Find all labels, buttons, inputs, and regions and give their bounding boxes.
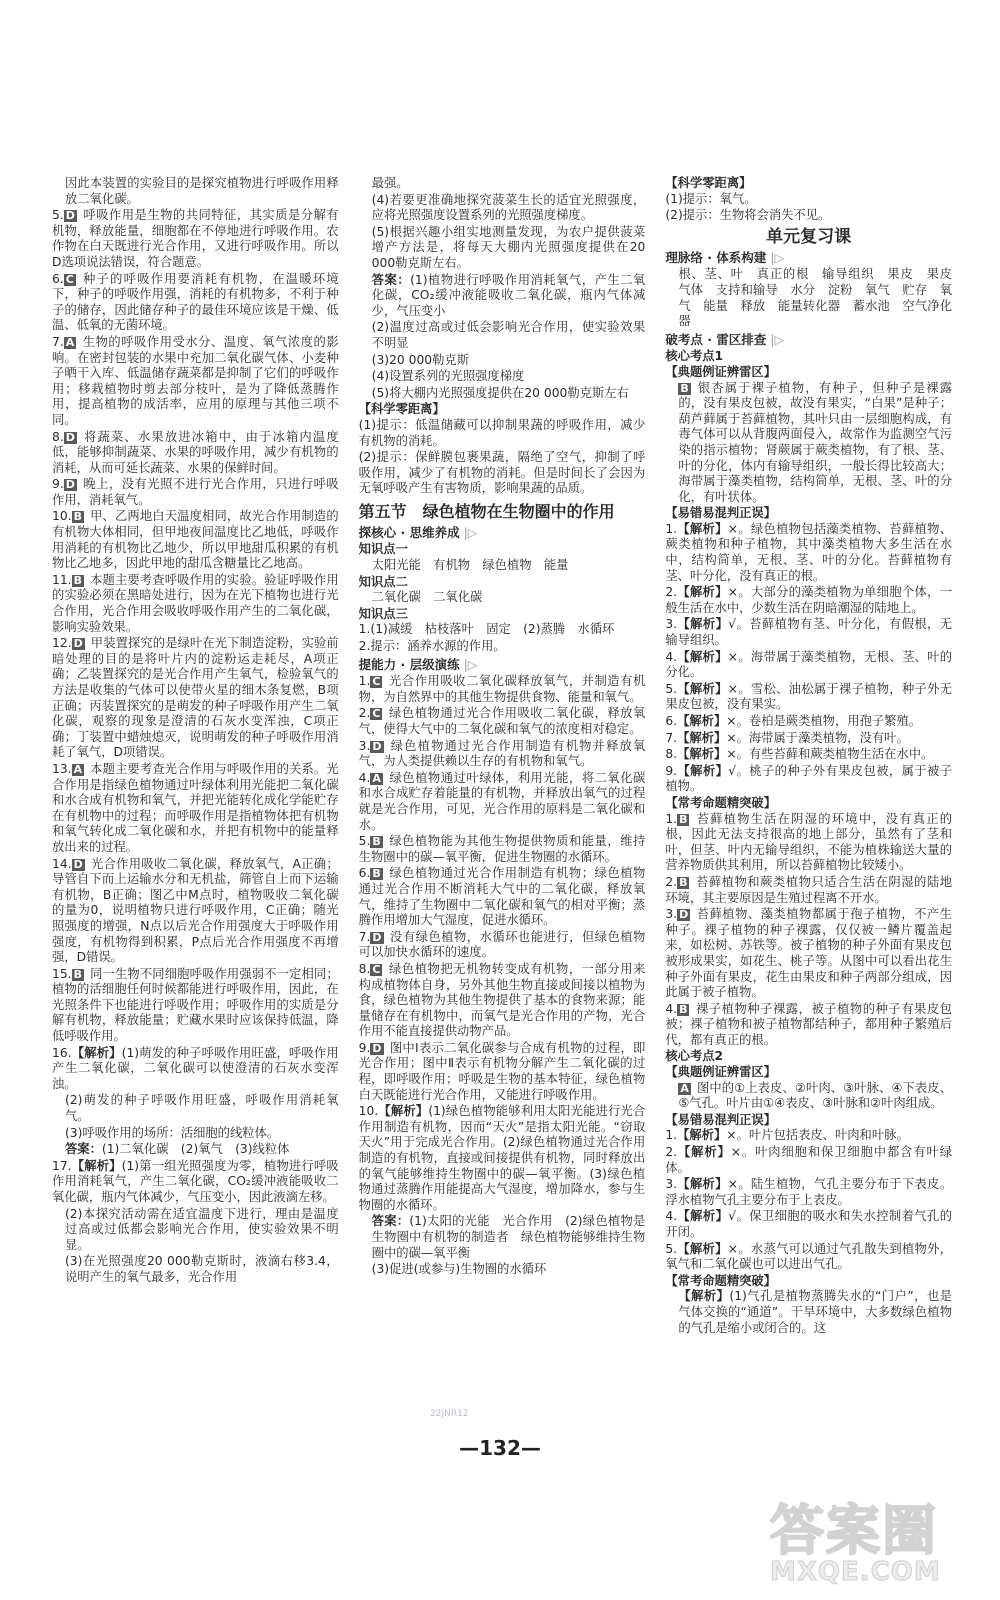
answer-choice-badge: A <box>65 335 75 349</box>
item-number: 12. <box>52 636 72 651</box>
item-text: 生物的呼吸作用受水分、温度、氧气浓度的影响。在密封包装的水果中充加二氧化碳气体、小麦种子晒干入库、低温储存蔬菜都是抑制了它们的呼吸作用；移栽植物时剪去部分枝叶，是为了降低蒸腾作用，提高植物的成活率，应用的原理与其他三项不同。 <box>52 334 339 427</box>
section-header <box>665 250 952 266</box>
section-arrow-icon: |▷ <box>459 656 478 672</box>
analysis-tag: 【解析】 <box>677 617 729 632</box>
answer-choice-badge: C <box>372 962 381 976</box>
answer-item <box>359 418 646 449</box>
answer-choice-badge: D <box>372 930 382 944</box>
answer-item <box>665 714 952 730</box>
bracket-heading: 【典题例证辨雷区】 <box>665 1065 777 1080</box>
item-text: (3)20 000勒克斯 <box>371 352 470 367</box>
answer-item <box>665 747 952 763</box>
answer-item <box>52 335 339 429</box>
answer-item <box>359 225 646 272</box>
answer-item <box>52 1126 339 1142</box>
item-text: ×。绿色植物包括藻类植物、苔藓植物、蕨类植物和种子植物，其中藻类植物大多生活在水中，结构简单，无根、茎、叶的分化。苔藓植物有茎、叶分化，没有真正的根。 <box>665 521 953 583</box>
item-text: 1.(1)减缓 枯枝落叶 固定 (2)蒸腾 水循环 <box>358 622 615 637</box>
footer-code: 22JNR12 <box>430 1409 469 1419</box>
bracket-heading: 【常考命题精突破】 <box>665 795 777 810</box>
answer-item <box>665 208 952 224</box>
answer-choice-badge: B <box>679 875 688 889</box>
item-text: 将蔬菜、水果放进冰箱中，由于冰箱内温度低，能够抑制蔬菜、水果的呼吸作用，减少有机物的消耗，从而可延长蔬菜、水果的保鲜时间。 <box>52 429 339 475</box>
answer-item <box>359 771 646 833</box>
answer-item <box>359 962 646 1040</box>
answer-item <box>359 369 646 385</box>
item-number: 8. <box>52 429 64 444</box>
item-text: 太阳光能 有机物 绿色植物 能量 <box>371 558 569 573</box>
item-number: 13. <box>52 761 72 776</box>
item-number: 3. <box>665 907 678 922</box>
answer-item <box>665 1081 952 1112</box>
answer-label: 答案： <box>371 272 411 287</box>
analysis-tag: 【解析】 <box>677 1177 728 1192</box>
answer-item <box>665 682 952 713</box>
bracket-heading: 【易错易混判正误】 <box>665 1112 777 1127</box>
answer-item <box>665 585 952 616</box>
answer-item <box>665 1128 952 1144</box>
item-number: 7. <box>52 334 64 349</box>
item-text: 光合作用吸收二氧化碳，释放氧气，A正确；导管自下而上运输水分和无机盐，筛管自上而下运输有机物，B正确；图乙中M点时，植物吸收二氧化碳的量为0，说明植物只进行呼吸作用，C正确；随光照强度的增强，N点以后光合作用强度大于呼吸作用强度，有机物得到积累，P点后光合作用强度不再增强，D错误。 <box>52 856 339 965</box>
section-arrow-icon: |▷ <box>766 249 785 265</box>
section-header <box>359 525 646 541</box>
item-text: 本题主要考查光合作用与呼吸作用的关系。光合作用是指绿色植物通过叶绿体利用光能把二氧化碳和水合成有机物和氧气，并把光能转化成化学能贮存在有机物中的过程；而呼吸作用是指植物体把有机物和氧气转化成二氧化碳和水，并把有机物中的能量释放出来的过程。 <box>52 761 339 854</box>
answer-item <box>52 176 339 207</box>
answer-choice-badge: C <box>372 675 381 689</box>
watermark-text: 答案圈 <box>770 1499 938 1562</box>
answer-item <box>52 967 339 1045</box>
answer-choice-badge: B <box>372 867 381 881</box>
answer-item <box>665 764 952 795</box>
item-number: 10. <box>358 1104 379 1119</box>
answer-item <box>52 430 339 477</box>
answer-choice-badge: C <box>372 707 381 721</box>
answer-item <box>665 1177 952 1208</box>
answer-item <box>665 192 952 208</box>
answer-choice-badge: D <box>65 209 75 223</box>
answer-choice-badge: A <box>372 771 381 785</box>
answer-choice-badge: C <box>65 272 74 286</box>
item-number: 17. <box>52 1158 72 1173</box>
item-text: ×。水蒸气可以通过气孔散失到植物外，氧气和二氧化碳也可以进出气孔。 <box>665 1241 952 1272</box>
answer-item <box>359 273 646 320</box>
analysis-tag: 【解析】 <box>677 585 728 600</box>
answer-item <box>52 1254 339 1285</box>
item-number: 2. <box>358 706 371 721</box>
item-number: 9. <box>358 1040 371 1055</box>
item-number: 16. <box>52 1045 72 1060</box>
knowledge-point-heading: 核心考点2 <box>665 1049 724 1064</box>
answer-item <box>52 477 339 508</box>
answer-choice-badge: A <box>73 762 83 776</box>
item-text: 同一生物不同细胞呼吸作用强弱不一定相同；植物的活细胞任何时候都能进行呼吸作用，因此，在光照条件下也能进行呼吸作用；呼吸作用的实质是分解有机物，释放能量；贮藏水果时应该保持低温，降低呼吸作用。 <box>52 966 339 1044</box>
answer-choice-badge: D <box>679 908 689 922</box>
item-text: 绿色植物通过光合作用吸收二氧化碳，释放氧气，使得大气中的二氧化碳和氧气的浓度相对稳定。 <box>358 706 646 736</box>
item-text: (5)根据兴趣小组实地测量发现，为农户提供菠菜增产方法是，将每天大棚内光照强度提供在20 000勒克斯左右。 <box>371 224 646 270</box>
item-number: 5. <box>665 1241 678 1256</box>
answer-item <box>665 907 952 1001</box>
item-text: (5)将大棚内光照强度提供在20 000勒克斯左右 <box>371 385 629 400</box>
answer-item <box>359 1104 646 1213</box>
answer-item <box>665 731 952 747</box>
answer-item <box>359 639 646 655</box>
item-number: 11. <box>52 572 72 587</box>
item-text: 苔藓植物、藻类植物都属于孢子植物，不产生种子。裸子植物的种子裸露，仅仅被一鳞片覆盖起来，如松树、苏铁等。被子植物的种子外面有果皮包被形成果实，如花生、桃子等。从图中可以看出花生种子外面有果皮，花生由果皮和种子两部分组成，因此属于被子植物。 <box>665 907 953 1000</box>
item-text: 本题主要考查呼吸作用的实验。验证呼吸作用的实验必须在黑暗处进行，因为在光下植物也进行光合作用，光合作用会吸收呼吸作用产生的二氧化碳，影响实验效果。 <box>52 572 339 634</box>
answer-item <box>359 1214 646 1261</box>
answer-item <box>359 320 646 351</box>
analysis-tag: 【解析】 <box>677 521 728 536</box>
answer-item <box>665 522 952 584</box>
item-text: √。苔藓植物有茎、叶分化，有假根，无输导组织。 <box>665 617 952 648</box>
unit-title: 单元复习课 <box>766 226 852 247</box>
section-arrow-icon: |▷ <box>766 331 785 347</box>
answer-item <box>52 509 339 571</box>
item-text: 裸子植物种子裸露，被子植物的种子有果皮包被；裸子植物和被子植物都结种子，都用种子繁殖后代，都有真正的根。 <box>665 1001 953 1047</box>
item-text: (3)呼吸作用的场所：活细胞的线粒体。 <box>65 1125 280 1140</box>
answer-item <box>359 930 646 961</box>
answer-item <box>52 857 339 966</box>
answer-choice-badge: B <box>73 967 82 981</box>
item-text: 呼吸作用是生物的共同特征，其实质是分解有机物，释放能量，细胞都在不停地进行呼吸作用。农作物在白天既进行光合作用，又进行呼吸作用。所以D选项说法错误，符合题意。 <box>52 208 339 269</box>
answer-item <box>359 706 646 737</box>
item-text: (1)提示：氧气。 <box>665 191 757 206</box>
analysis-tag: 【解析】 <box>677 714 727 728</box>
item-text: (1)植物进行呼吸作用消耗氧气，产生二氧化碳，CO₂缓冲液能吸收二氧化碳，瓶内气体减少，气压变小 <box>371 272 646 318</box>
item-text: 图中的①上表皮、②叶肉、③叶脉、④下表皮、⑤气孔。叶片由①④表皮、③叶脉和②叶肉组成。 <box>678 1080 953 1111</box>
answer-item <box>52 573 339 635</box>
answer-item <box>665 381 952 506</box>
section-arrow-icon: |▷ <box>459 524 478 540</box>
section-header <box>665 332 952 348</box>
item-number: 9. <box>52 477 64 492</box>
item-number: 3. <box>665 617 678 632</box>
item-number: 14. <box>52 856 72 871</box>
answer-choice-badge: B <box>679 1002 688 1016</box>
item-text: (1)气孔是植物蒸腾失水的“门户”，也是气体交换的“通道”。干旱环境中，大多数绿色植物的气孔是缩小或闭合的。这 <box>678 1289 953 1335</box>
item-number: 5. <box>358 834 371 849</box>
item-number: 3. <box>358 738 371 753</box>
column-right <box>665 176 965 1486</box>
answer-item <box>359 1041 646 1103</box>
item-text: (4)若要更准确地探究菠菜生长的适宜光照强度，应将光照强度设置系列的光照强度梯度。 <box>371 192 646 223</box>
page-body <box>52 176 965 1486</box>
item-text: ×。有些苔藓和蕨类植物生活在水中。 <box>726 747 934 762</box>
answer-item <box>665 617 952 648</box>
section-header-label: 理脉络 · 体系构建 <box>665 249 767 265</box>
answer-choice-badge: B <box>73 573 82 587</box>
answer-item <box>665 1289 952 1336</box>
item-number: 6. <box>52 271 64 286</box>
section-title: 第五节 绿色植物在生物圈中的作用 <box>358 501 615 521</box>
answer-item <box>359 622 646 638</box>
item-text: (3)在光照强度20 000勒克斯时，液滴右移3.4，说明产生的氧气最多，光合作用 <box>65 1254 339 1284</box>
answer-choice-badge: B <box>73 510 82 524</box>
item-number: 1. <box>358 674 371 689</box>
analysis-tag: 【解析】 <box>677 1209 729 1224</box>
answer-label: 答案： <box>371 1214 410 1229</box>
item-text: 因此本装置的实验目的是探究植物进行呼吸作用释放二氧化碳。 <box>65 176 339 206</box>
item-text: ×。雪松、油松属于裸子植物，种子外无果皮包被，没有果实。 <box>665 681 952 712</box>
item-text: 绿色植物通过叶绿体，利用光能，将二氧化碳和水合成贮存着能量的有机物，并释放出氧气的过程就是光合作用，可见，光合作用的原料是二氧化碳和水。 <box>358 770 646 832</box>
item-text: 二氧化碳 二氧化碳 <box>371 590 483 605</box>
item-text: √。保卫细胞的吸水和失水控制着气孔的开闭。 <box>665 1209 952 1239</box>
analysis-tag: 【解析】 <box>677 1145 731 1160</box>
analysis-tag: 【解析】 <box>71 1158 122 1173</box>
answer-label: 答案： <box>65 1142 102 1157</box>
item-number: 7. <box>665 730 678 745</box>
analysis-tag: 【解析】 <box>677 763 729 778</box>
analysis-tag: 【解析】 <box>378 1104 429 1119</box>
item-text: 没有绿色植物，水循环也能进行，但绿色植物可以加快水循环的速度。 <box>358 929 646 960</box>
item-number: 9. <box>665 763 678 778</box>
item-text: 苔藓植物和蕨类植物只适合生活在阴湿的陆地环境，其主要原因是生殖过程离不开水。 <box>665 874 953 905</box>
answer-choice-badge: B <box>680 381 689 395</box>
item-text: ×。海带属于藻类植物，无根、茎、叶的分化。 <box>665 649 952 680</box>
answer-item <box>52 208 339 270</box>
knowledge-point-heading: 核心考点1 <box>665 349 724 364</box>
answer-choice-badge: D <box>73 857 83 871</box>
item-number: 1. <box>665 1128 678 1143</box>
answer-item <box>665 1002 952 1049</box>
analysis-tag: 【解析】 <box>677 649 728 664</box>
answer-item <box>359 450 646 497</box>
item-number: 4. <box>665 1001 678 1016</box>
answer-item <box>359 739 646 770</box>
answer-item <box>359 176 646 192</box>
item-text: (2)温度过高或过低会影响光合作用，使实验效果不明显 <box>371 320 646 350</box>
item-number: 10. <box>52 509 72 524</box>
bracket-heading: 【常考命题精突破】 <box>665 1273 777 1288</box>
analysis-tag: 【解析】 <box>677 681 728 696</box>
item-number: 2. <box>665 874 678 889</box>
item-number: 8. <box>665 747 678 762</box>
item-text: 银杏属于裸子植物，有种子，但种子是裸露的，没有果皮包被，故没有果实，“白果”是种子；葫芦藓属于苔藓植物，其叶只由一层细胞构成，有毒气体可以从背腹两面侵入，故常作为监测空气污染的指示植物；肾蕨属于蕨类植物，有了根、茎、叶的分化，体内有输导组织，一般长得比较高大；海带属于藻类植物，结构简单，无根、茎、叶的分化，有叶状体。 <box>678 380 953 504</box>
answer-choice-badge: B <box>679 812 688 826</box>
answer-choice-badge: B <box>372 835 381 849</box>
item-text: 绿色植物通过光合作用制造有机物并释放氧气，为人类提供赖以生存的有机物和氧气。 <box>358 738 646 769</box>
item-text: 绿色植物能为其他生物提供物质和能量，维持生物圈中的碳—氧平衡，促进生物圈的水循环。 <box>358 834 646 864</box>
answer-item <box>359 558 646 574</box>
item-text: (2)本探究活动需在适宜温度下进行，理由是温度过高或过低都会影响光合作用，使实验效果不明显。 <box>65 1206 339 1252</box>
answer-item <box>52 1142 339 1158</box>
item-text: ×。陆生植物，气孔主要分布于下表皮。浮水植物气孔主要分布于上表皮。 <box>665 1177 952 1207</box>
item-text: 绿色植物通过光合作用制造有机物；绿色植物通过光合作用不断消耗大气中的二氧化碳，释放氧气，维持了生物圈中二氧化碳和氧气的相对平衡；蒸腾作用增加大气湿度，促进水循环。 <box>358 866 646 928</box>
analysis-tag: 【解析】 <box>677 1128 727 1143</box>
item-text: (2)提示：保鲜膜包裹果蔬，隔绝了空气，抑制了呼吸作用，减少了有机物的消耗。但是时间长了会因为无氧呼吸产生有害物质，影响果蔬的品质。 <box>358 450 646 496</box>
item-text: (1)二氧化碳 (2)氧气 (3)线粒体 <box>101 1142 290 1157</box>
item-text: 光合作用吸收二氧化碳释放氧气，并制造有机物，为自然界中的其他生物提供食物、能量和氧气。 <box>358 674 646 704</box>
section-header-label: 探核心 · 思维养成 <box>358 524 460 540</box>
answer-item <box>359 834 646 865</box>
watermark-url: MXQE.COM <box>770 1557 941 1587</box>
item-text: √。桃子的种子外有果皮包被，属于被子植物。 <box>665 763 952 794</box>
bracket-heading: 【易错易混判正误】 <box>665 506 777 521</box>
bracket-heading: 【典题例证辨雷区】 <box>665 364 777 379</box>
item-number: 4. <box>665 1209 678 1224</box>
item-number: 5. <box>52 208 64 223</box>
answer-item <box>359 386 646 402</box>
item-text: (2)提示：生物将会消失不见。 <box>665 208 831 223</box>
item-text: 2.提示：涵养水源的作用。 <box>358 639 506 654</box>
item-number: 7. <box>358 929 371 944</box>
answer-item <box>665 1209 952 1240</box>
item-text: 绿色植物把无机物转变成有机物，一部分用来构成植物体自身，另外其他生物直接或间接以植物为食，绿色植物为其他生物提供了基本的食物来源；能量储存在有机物中，而氧气是光合作用的产物，光合作用不能直接提供动物产品。 <box>358 961 646 1039</box>
item-text: 甲装置探究的是绿叶在光下制造淀粉，实验前暗处理的目的是将叶片内的淀粉运走耗尽，A项正确；乙装置探究的是光合作用产生氧气，检验氧气的方法是收集的气体可以使带火星的细木条复燃，B项正确；丙装置探究的是萌发的种子呼吸作用产生二氧化碳，观察的现象是澄清的石灰水变浑浊，C项正确；丁装置中蜡烛熄灭，说明萌发的种子呼吸作用消耗了氧气，D项错误。 <box>52 636 339 760</box>
item-text: 晚上，没有光照不进行光合作用，只进行呼吸作用，消耗氧气。 <box>52 477 339 507</box>
item-number: 6. <box>358 866 371 881</box>
item-text: 甲、乙两地白天温度相同，故光合作用制造的有机物大体相同，但甲地夜间温度比乙地低，呼吸作用消耗的有机物比乙地少，所以甲地甜瓜积累的有机物比乙地多，因此甲地的甜瓜含糖量比乙地高。 <box>52 509 339 571</box>
answer-item <box>665 1242 952 1273</box>
item-text: 最强。 <box>371 176 409 190</box>
answer-item <box>665 1145 952 1176</box>
item-number: 3. <box>665 1177 678 1192</box>
analysis-tag: 【解析】 <box>678 1289 730 1304</box>
answer-choice-badge: D <box>65 430 75 444</box>
item-text: ×。大部分的藻类植物为单细胞个体，一般生活在水中，少数生活在阴暗潮湿的陆地上。 <box>665 585 952 615</box>
answer-item <box>359 353 646 369</box>
analysis-tag: 【解析】 <box>677 730 727 745</box>
section-header-label: 提能力 · 层级演练 <box>358 656 460 672</box>
knowledge-point-heading: 知识点二 <box>358 574 408 589</box>
analysis-tag: 【解析】 <box>677 747 727 762</box>
item-text: (4)设置系列的光照强度梯度 <box>371 369 525 384</box>
item-text: 根、茎、叶 真正的根 输导组织 果皮 果皮 气体 支持和输导 水分 淀粉 氧气 贮存 氧气 能量 释放 能量转化器 蓄水池 空气净化器 <box>678 267 965 329</box>
item-text: (1)第一组光照强度为零，植物进行呼吸作用消耗氧气，产生二氧化碳，CO₂缓冲液能吸收二氧化碳，瓶内气体减少，气压变小，因此液滴左移。 <box>52 1158 339 1204</box>
item-text: 图中Ⅰ表示二氧化碳参与合成有机物的过程，即光合作用；图中Ⅱ表示有机物分解产生二氧化碳的过程，即呼吸作用；呼吸是生物的基本特征，绿色植物白天既能进行光合作用，又能进行呼吸作用。 <box>358 1040 646 1102</box>
item-number: 15. <box>52 966 72 981</box>
answer-item <box>52 636 339 761</box>
answer-choice-badge: A <box>680 1081 689 1095</box>
answer-item <box>52 272 339 334</box>
answer-item <box>359 866 646 928</box>
watermark-logo <box>770 1488 980 1588</box>
item-number: 2. <box>665 585 678 600</box>
answer-item <box>665 875 952 906</box>
item-number: 4. <box>358 770 371 785</box>
answer-item <box>52 762 339 856</box>
column-middle <box>359 176 646 1486</box>
answer-choice-badge: D <box>372 1041 382 1055</box>
item-text: (2)萌发的种子呼吸作用旺盛，呼吸作用消耗氧气。 <box>65 1093 339 1124</box>
item-number: 8. <box>358 961 371 976</box>
item-number: 1. <box>665 521 678 536</box>
analysis-tag: 【解析】 <box>677 1241 728 1256</box>
answer-item <box>52 1046 339 1093</box>
item-text: 苔藓植物生活在阴湿的环境中，没有真正的根，因此无法支持很高的地上部分，虽然有了茎和叶，但茎、叶内无输导组织，不能为植株输送大量的营养物质供其利用，所以苔藓植物比较矮小。 <box>665 811 953 873</box>
answer-item <box>359 193 646 224</box>
section-header-label: 破考点 · 雷区排查 <box>665 331 767 347</box>
item-number: 4. <box>665 649 678 664</box>
answer-item <box>359 590 646 606</box>
answer-item <box>52 1207 339 1254</box>
answer-item <box>52 1159 339 1206</box>
answer-item <box>665 650 952 681</box>
item-text: ×。叶肉细胞和保卫细胞中都含有叶绿体。 <box>665 1145 952 1175</box>
item-number: 2. <box>665 1145 678 1160</box>
answer-item <box>665 812 952 874</box>
answer-item <box>359 674 646 705</box>
answer-item <box>665 267 965 329</box>
item-text: ×。叶片包括表皮、叶肉和叶脉。 <box>726 1128 909 1143</box>
answer-item <box>52 1093 339 1124</box>
answer-choice-badge: D <box>73 637 83 651</box>
item-text: (1)萌发的种子呼吸作用旺盛，呼吸作用产生二氧化碳，二氧化碳可以使澄清的石灰水变浑浊。 <box>52 1045 339 1091</box>
item-number: 5. <box>665 681 678 696</box>
answer-choice-badge: D <box>65 478 75 492</box>
analysis-tag: 【解析】 <box>71 1045 122 1060</box>
column-left <box>52 176 339 1486</box>
item-text: ×。海带属于藻类植物，没有叶。 <box>726 730 909 745</box>
bracket-heading: 【科学零距离】 <box>665 176 752 190</box>
answer-item <box>359 1262 646 1278</box>
answer-choice-badge: D <box>372 739 382 753</box>
knowledge-point-heading: 知识点一 <box>358 542 408 557</box>
item-text: (3)促进(或参与)生物圈的水循环 <box>371 1262 547 1277</box>
item-text: 种子的呼吸作用要消耗有机物，在温暖环境下，种子的呼吸作用强，消耗的有机物多，不利于种子的储存，因此储存种子的最佳环境应该是干燥、低温、低氧的无菌环境。 <box>52 271 339 333</box>
item-number: 6. <box>665 714 678 728</box>
section-header <box>359 657 646 673</box>
knowledge-point-heading: 知识点三 <box>358 606 408 621</box>
item-text: (1)提示：低温储藏可以抑制果蔬的呼吸作用，减少有机物的消耗。 <box>358 417 646 448</box>
item-text: ×。卷柏是蕨类植物，用孢子繁殖。 <box>726 714 922 728</box>
item-text: (1)绿色植物能够利用太阳光能进行光合作用制造有机物，因而“天火”是指太阳光能。“窃取天火”用于完成光合作用。(2)绿色植物通过光合作用制造的有机物，直接或间接提供有机物，同时释放出的氧气能够维持生物圈中的碳—氧平衡。(3)绿色植物通过蒸腾作用能提高大气湿度，增加降水，参与生物圈的水循环。 <box>358 1104 646 1212</box>
item-number: 1. <box>665 811 678 826</box>
item-text: (1)太阳的光能 光合作用 (2)绿色植物是生物圈中有机物的制造者 绿色植物能够维持生物圈中的碳—氧平衡 <box>371 1214 646 1260</box>
page-number: —132— <box>459 1436 541 1460</box>
bracket-heading: 【科学零距离】 <box>358 402 445 417</box>
